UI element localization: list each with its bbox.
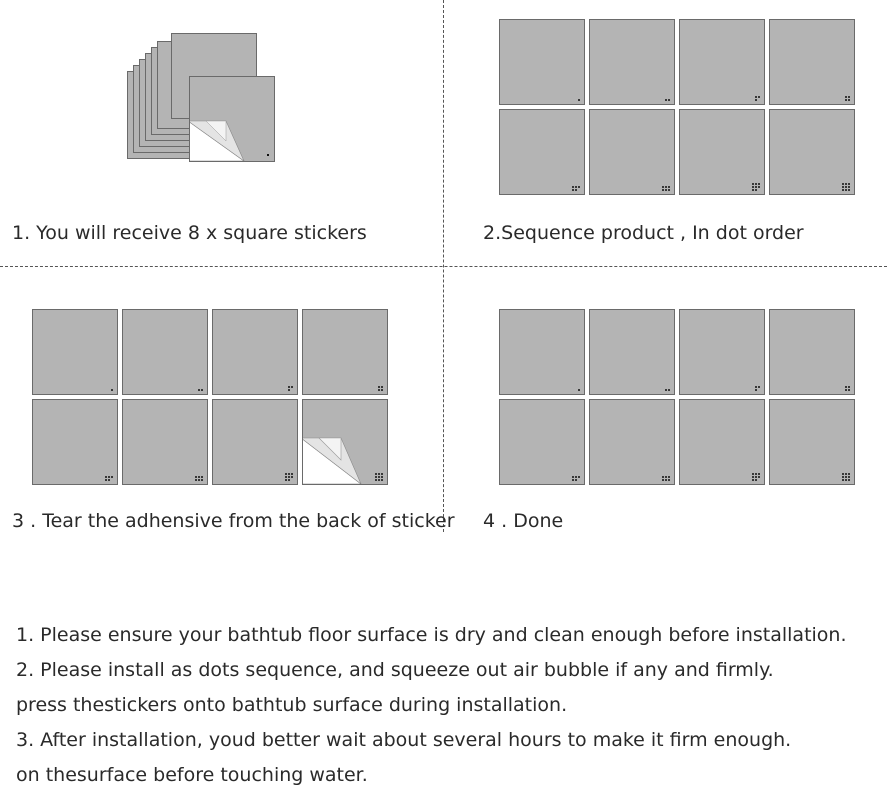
dot-marker-icon [105, 476, 113, 481]
installation-notes [16, 618, 847, 793]
dot-marker-icon [842, 183, 850, 191]
panel-4-caption: 4 . Done [483, 510, 564, 532]
sticker-tile [769, 399, 855, 485]
sticker-tile [302, 309, 388, 395]
note-line: press thestickers onto bathtub surface during installation. [16, 694, 568, 716]
sticker-tile [32, 399, 118, 485]
dot-marker-icon [842, 473, 850, 481]
sticker-tile [499, 309, 585, 395]
dot-marker-icon [378, 386, 383, 391]
dot-marker-icon [572, 186, 580, 191]
dot-marker-icon [195, 476, 203, 481]
sticker-tile [679, 399, 765, 485]
dot-marker-icon [752, 183, 760, 191]
dot-marker-icon [285, 473, 293, 481]
sticker-tile [589, 19, 675, 105]
sticker-tile [589, 399, 675, 485]
sticker-tile [212, 309, 298, 395]
sticker-tile [499, 399, 585, 485]
sticker-tile [122, 309, 208, 395]
sticker-tile [499, 19, 585, 105]
sticker-tile [769, 19, 855, 105]
dot-marker-icon [111, 389, 113, 391]
dot-marker-icon [288, 386, 293, 391]
dot-marker-icon [662, 186, 670, 191]
sticker-tile [589, 309, 675, 395]
sticker-grid-peeling [32, 309, 388, 485]
sticker-tile [769, 109, 855, 195]
stack-sheet-front [189, 76, 275, 162]
sticker-tile [302, 399, 388, 485]
sticker-tile [32, 309, 118, 395]
dot-marker-icon [665, 99, 670, 101]
sticker-tile [589, 109, 675, 195]
dot-marker-icon [845, 96, 850, 101]
dot-marker-icon [662, 476, 670, 481]
sticker-stack-illustration [127, 33, 277, 163]
sticker-tile [679, 19, 765, 105]
dot-marker-icon [755, 96, 760, 101]
dot-marker-icon [755, 386, 760, 391]
panel-3-caption: 3 . Tear the adhensive from the back of sticker [12, 510, 455, 532]
peeled-backing-icon [302, 399, 387, 484]
note-line: 3. After installation, youd better wait about several hours to make it firm enough. [16, 729, 792, 751]
note-line: 1. Please ensure your bathtub floor surface is dry and clean enough before installation. [16, 624, 847, 646]
dot-marker-icon [198, 389, 203, 391]
dot-marker-icon [752, 473, 760, 481]
panel-1-caption: 1. You will receive 8 x square stickers [12, 222, 367, 244]
note-line: on thesurface before touching water. [16, 764, 368, 786]
sticker-tile [499, 109, 585, 195]
note-line: 2. Please install as dots sequence, and squeeze out air bubble if any and firmly. [16, 659, 774, 681]
dot-marker-icon [578, 99, 580, 101]
sticker-tile [212, 399, 298, 485]
sticker-grid-done [499, 309, 855, 485]
sticker-tile [769, 309, 855, 395]
panel-2-caption: 2.Sequence product , In dot order [483, 222, 804, 244]
dot-marker-icon [578, 389, 580, 391]
horizontal-divider [0, 266, 887, 267]
dot-marker-icon [572, 476, 580, 481]
dot-marker-icon [845, 386, 850, 391]
dot-marker-icon [375, 473, 383, 481]
sticker-tile [122, 399, 208, 485]
dot-marker-icon [665, 389, 670, 391]
peeled-backing-icon [189, 76, 274, 161]
sticker-tile [679, 109, 765, 195]
sticker-tile [679, 309, 765, 395]
sticker-grid-sequenced [499, 19, 855, 195]
